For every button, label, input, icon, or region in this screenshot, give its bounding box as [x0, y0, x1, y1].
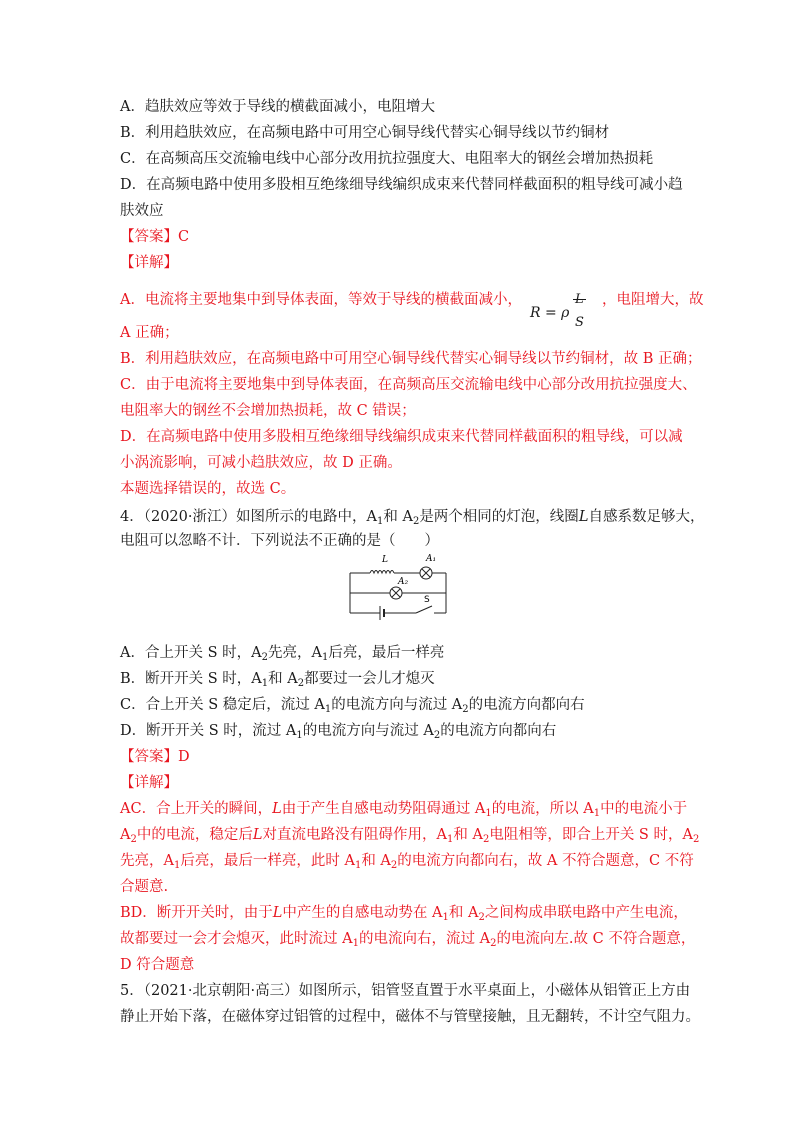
q4-explain-bd-line1 [120, 903, 688, 923]
explain-text: 之间构成串联电路中产生电流， [484, 905, 688, 921]
option-text: D．断开开关 S 时，流过 A [120, 723, 297, 739]
q3-explain-d-line1: D．在高频电路中使用多股相互绝缘细导线编织成束来代替同样截面积的粗导线，可以减 [120, 429, 683, 445]
option-text: C．合上开关 S 稳定后，流过 A [120, 697, 325, 713]
explain-text: 对直流电路没有阻碍作用，A [262, 827, 447, 843]
explain-text: BD．断开开关时，由于 [120, 905, 273, 921]
q5-stem-line1: 5．（2021·北京朝阳·高三）如图所示，铝管竖直置于水平桌面上，小磁体从铝管正上方由 [120, 983, 691, 999]
q4-explain-ac-line2 [120, 825, 699, 845]
subscript: 2 [478, 912, 485, 923]
option-text: 后亮，最后一样亮 [328, 645, 445, 661]
explain-text: 的电流向右，流过 A [358, 931, 491, 947]
subscript: 1 [324, 704, 332, 715]
option-text: 都要过一会儿才熄灭 [304, 671, 435, 687]
explain-text: 中产生的自感电动势在 A [282, 905, 443, 921]
subscript: 2 [490, 938, 497, 949]
explain-text: 后亮，最后一样亮，此时 A [180, 853, 355, 869]
option-text: 的电流方向都向右 [468, 697, 585, 713]
subscript: 2 [130, 834, 137, 845]
option-text: A．合上开关 S 时，A [120, 645, 262, 661]
q5-stem-line2: 静止开始下落，在磁体穿过铝管的过程中，磁体不与管壁接触，且无翻转，不计空气阻力。 [120, 1009, 700, 1025]
q4-stem-text: 自感系数足够大， [588, 509, 705, 525]
q3-explain-c-line1: C．由于电流将主要地集中到导体表面，在高频高压交流输电线中心部分改用抗拉强度大、 [120, 377, 697, 393]
option-text: 的电流方向与流过 A [331, 697, 463, 713]
formula-lhs: R = ρ [529, 305, 570, 321]
switch-blade [416, 606, 432, 613]
label-a1: A₁ [426, 554, 437, 564]
subscript: 1 [173, 860, 181, 871]
q4-explain-ac-line1 [120, 799, 687, 819]
subscript: 2 [433, 730, 441, 741]
q4-stem-line1 [120, 507, 704, 527]
inductor-symbol: L [252, 827, 263, 843]
q3-option-d-line2: 肤效应 [120, 203, 164, 219]
q3-option-a: A．趋肤效应等效于导线的横截面减小，电阻增大 [120, 99, 435, 115]
explain-text: 和 A [453, 827, 483, 843]
explain-text: 故都要过一会才会熄灭，此时流过 A [120, 931, 353, 947]
subscript: 1 [261, 678, 269, 689]
subscript: 2 [462, 704, 469, 715]
label-l: L [382, 555, 388, 565]
q3-explain-a-pre: A．电流将主要地集中到导体表面，等效于导线的横截面减小， [120, 292, 522, 308]
q4-stem-text: 和 A [383, 509, 413, 525]
fraction-bar [573, 299, 586, 300]
q3-explain-c-line2: 电阻率大的钢丝不会增加热损耗，故 C 错误； [120, 403, 416, 419]
q3-option-c: C．在高频高压交流输电线中心部分改用抗拉强度大、电阻率大的钢丝会增加热损耗 [120, 151, 654, 167]
subscript: 2 [692, 834, 700, 845]
inductor-coil [370, 571, 394, 574]
subscript: 1 [485, 808, 492, 819]
q4-stem-text: 是两个相同的灯泡，线圈 [419, 509, 579, 525]
option-text: 的电流方向都向右 [440, 723, 557, 739]
subscript: 1 [442, 912, 449, 923]
subscript: 1 [354, 860, 362, 871]
explain-text: 由于产生自感电动势阻碍通过 A [281, 801, 486, 817]
explain-text: 和 A [448, 905, 479, 921]
q4-option-c [120, 695, 585, 715]
subscript: 2 [482, 834, 490, 845]
explain-text: 和 A [361, 853, 391, 869]
option-text: 先亮，A [267, 645, 322, 661]
circuit-diagram [344, 550, 452, 624]
q4-explain-bd-line3: D 符合题意 [120, 957, 195, 973]
subscript: 1 [296, 730, 303, 741]
explain-text: 中的电流，稳定后 [136, 827, 253, 843]
inductor-symbol: L [578, 509, 589, 525]
subscript: 2 [261, 652, 268, 663]
q4-option-a [120, 643, 444, 663]
label-s: S [424, 595, 430, 605]
q3-answer: 【答案】C [120, 229, 190, 245]
subscript: 2 [297, 678, 305, 689]
q4-explain-label: 【详解】 [120, 775, 178, 791]
subscript: 1 [446, 834, 454, 845]
subscript: 2 [412, 516, 420, 527]
q3-explain-b: B．利用趋肤效应，在高频电路中可用空心铜导线代替实心铜导线以节约铜材，故 B 正确； [120, 351, 702, 367]
inductor-symbol: L [272, 801, 282, 817]
q4-answer: 【答案】D [120, 749, 190, 765]
resistance-formula [529, 278, 594, 330]
q3-explain-a-line1 [120, 278, 704, 330]
q4-stem-line2: 电阻可以忽略不计．下列说法不正确的是（ ） [120, 533, 439, 549]
q3-explain-d-line2: 小涡流影响，可减小趋肤效应，故 D 正确。 [120, 455, 402, 471]
q3-explain-label: 【详解】 [120, 255, 178, 271]
subscript: 1 [352, 938, 359, 949]
q3-explain-a-post: ，电阻增大，故 [601, 292, 704, 308]
explain-text: 先亮，A [120, 853, 174, 869]
subscript: 1 [321, 652, 329, 663]
explain-text: A [120, 827, 131, 843]
q4-option-d [120, 721, 556, 741]
explain-text: 的电流，所以 A [491, 801, 594, 817]
option-text: B．断开开关 S 时，A [120, 671, 262, 687]
explain-text: 电阻相等，即合上开关 S 时，A [489, 827, 693, 843]
option-text: 的电流方向与流过 A [302, 723, 434, 739]
q4-stem-text: 4．（2020·浙江）如图所示的电路中，A [120, 509, 377, 525]
explain-text: 的电流向左.故 C 不符合题意， [496, 931, 696, 947]
q3-option-b: B．利用趋肤效应，在高频电路中可用空心铜导线代替实心铜导线以节约铜材 [120, 125, 610, 141]
explain-text: AC．合上开关的瞬间， [120, 801, 273, 817]
q3-explain-a-line2: A 正确； [120, 325, 179, 341]
q3-option-d-line1: D．在高频电路中使用多股相互绝缘细导线编织成束来代替同样截面积的粗导线可减小趋 [120, 177, 683, 193]
q3-conclusion: 本题选择错误的，故选 C。 [120, 481, 296, 497]
q4-explain-ac-line4: 合题意. [120, 879, 169, 895]
option-text: 和 A [268, 671, 298, 687]
q4-explain-bd-line2 [120, 929, 695, 949]
explain-text: 中的电流小于 [600, 801, 688, 817]
subscript: 2 [390, 860, 398, 871]
subscript: 1 [376, 516, 384, 527]
q4-option-b [120, 669, 435, 689]
explain-text: 的电流方向都向右，故 A 不符合题意，C 不符 [397, 853, 694, 869]
label-a2: A₂ [398, 577, 409, 587]
formula-denominator: S [574, 315, 584, 330]
subscript: 1 [593, 808, 601, 819]
q4-explain-ac-line3 [120, 851, 694, 871]
inductor-symbol: L [272, 905, 283, 921]
